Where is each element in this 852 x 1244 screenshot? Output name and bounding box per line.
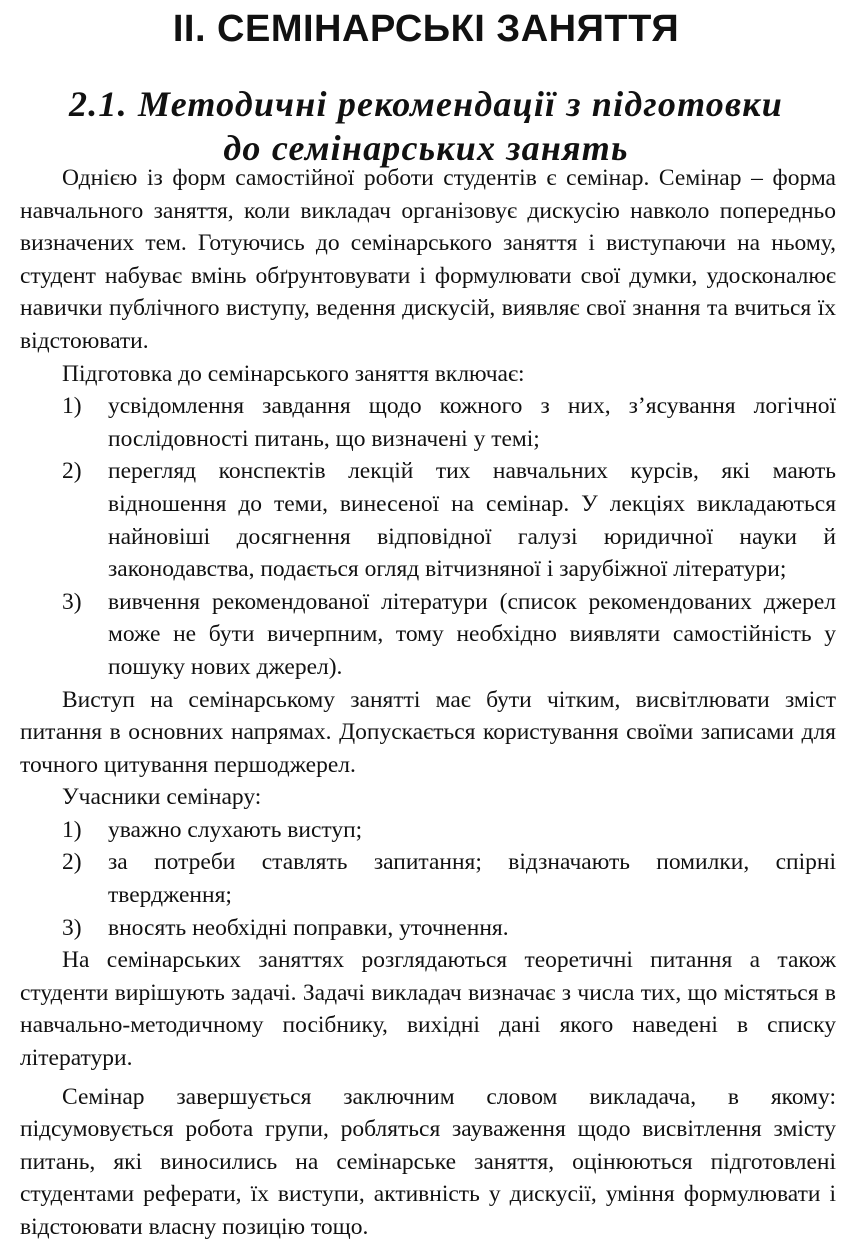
paragraph-conclusion: Семінар завершується заключним словом викладача, в якому: підсумовується робота групи, робляться зауваження щодо висвітлення змісту питань, які виносились на семінарське заняття, оцінюються підготовлені студентами реферати, їх виступи, активність у дискусії, уміння формулювати і відстоювати власну позицію тощо. [20,1083,836,1240]
list-item [20,390,836,455]
paragraph-intro: Однією із форм самостійної роботи студентів є семінар. Семінар – форма навчального заняття, коли викладач організовує дискусію навколо попередньо визначених тем. Готуючись до семінарського заняття і виступаючи на ньому, студент набуває вмінь обґрунтовувати і формулювати свої думки, удосконалює навички публічного виступу, ведення дискусій, виявляє свої знання та вчиться їх відстоювати. [20,165,836,354]
section-title-line-2: до семінарських занять [223,128,629,168]
list-item-text: за потреби ставлять запитання; відзначають помилки, спірні твердження; [108,849,836,909]
list-item-number: 2) [62,458,82,485]
paragraph-tasks: На семінарських заняттях розглядаються теоретичні питання а також студенти вирішують задачі. Задачі викладач визначає з числа тих, що містяться в навчально-методичному посібнику, вихідні дані якого наведені в списку літератури. [20,947,836,1072]
preparation-list [20,390,836,683]
section-title [0,82,852,170]
list-item [20,912,836,945]
list-item [20,455,836,585]
list-item-text: вносять необхідні поправки, уточнення. [108,914,509,941]
list-item-number: 2) [62,849,82,876]
list-item-number: 3) [62,588,82,615]
list-item-text: усвідомлення завдання щодо кожного з них, з’ясування логічної послідовності питань, що визначені у темі; [108,393,836,452]
document-body [20,162,836,1244]
list-item-text: перегляд конспектів лекцій тих навчальних курсів, які мають відношення до теми, винесеної на семінар. У лекціях викладаються найновіші досягнення відповідної галузі юридичної науки й законодавства, подається огляд вітчизняної і зарубіжної літератури; [108,458,836,583]
list-item-text: вивчення рекомендованої літератури (список рекомендованих джерел може не бути вичерпним, тому необхідно виявляти самостійність у пошуку нових джерел). [108,588,836,680]
list-item [20,814,836,847]
list-item-number: 1) [62,393,82,420]
list-item-text: уважно слухають виступ; [108,816,363,843]
paragraph-speech: Виступ на семінарському занятті має бути чітким, висвітлювати зміст питання в основних напрямах. Допускається користування своїми записами для точного цитування першоджерел. [20,686,836,778]
list-item-number: 1) [62,816,82,843]
paragraph-participants-heading: Учасники семінару: [62,784,262,811]
list-item-number: 3) [62,914,82,941]
list-item [20,846,836,911]
chapter-title: II. СЕМІНАРСЬКІ ЗАНЯТТЯ [172,8,680,50]
paragraph-preparation-heading: Підготовка до семінарського заняття включає: [62,360,525,387]
participants-list [20,814,836,944]
list-item [20,586,836,684]
section-title-line-1: 2.1. Методичні рекомендації з підготовки [69,84,783,124]
